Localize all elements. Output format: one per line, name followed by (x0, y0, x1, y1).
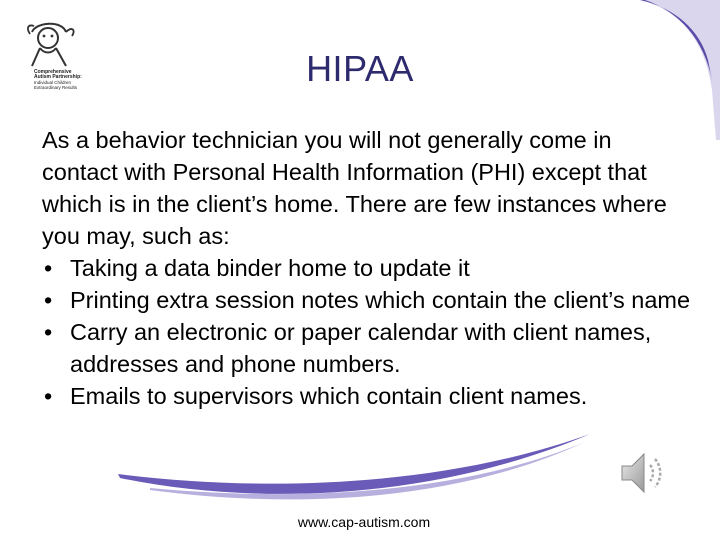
bullet-text: Taking a data binder home to update it (70, 255, 470, 281)
list-item (42, 284, 692, 316)
logo-line: Individual Children (34, 80, 72, 85)
bullet-marker: • (44, 383, 53, 409)
speaker-icon[interactable] (618, 448, 668, 498)
bullet-marker: • (44, 287, 53, 313)
bottom-swoosh-decoration (0, 430, 720, 510)
logo-line: Extraordinary Results (34, 85, 78, 90)
bullet-list (42, 252, 692, 412)
bullet-marker: • (44, 319, 53, 345)
list-item (42, 316, 692, 380)
list-item (42, 380, 692, 412)
logo-line: Comprehensive (34, 69, 72, 75)
intro-paragraph: As a behavior technician you will not generally come in contact with Personal Health Information (PHI) except that which is in the client’s home. There are few instances where you may, such as: (42, 127, 667, 249)
bullet-marker: • (44, 255, 53, 281)
list-item (42, 252, 692, 284)
footer-url[interactable]: www.cap-autism.com (297, 514, 431, 530)
bullet-text: Printing extra session notes which contain the client’s name (70, 287, 691, 313)
bullet-text: Emails to supervisors which contain client names. (70, 383, 588, 409)
logo-line: Autism Partnership: (34, 74, 82, 80)
slide-title: HIPAA (306, 48, 414, 89)
slide-body (42, 124, 692, 412)
bullet-text: Carry an electronic or paper calendar with client names, addresses and phone numbers. (70, 319, 652, 377)
